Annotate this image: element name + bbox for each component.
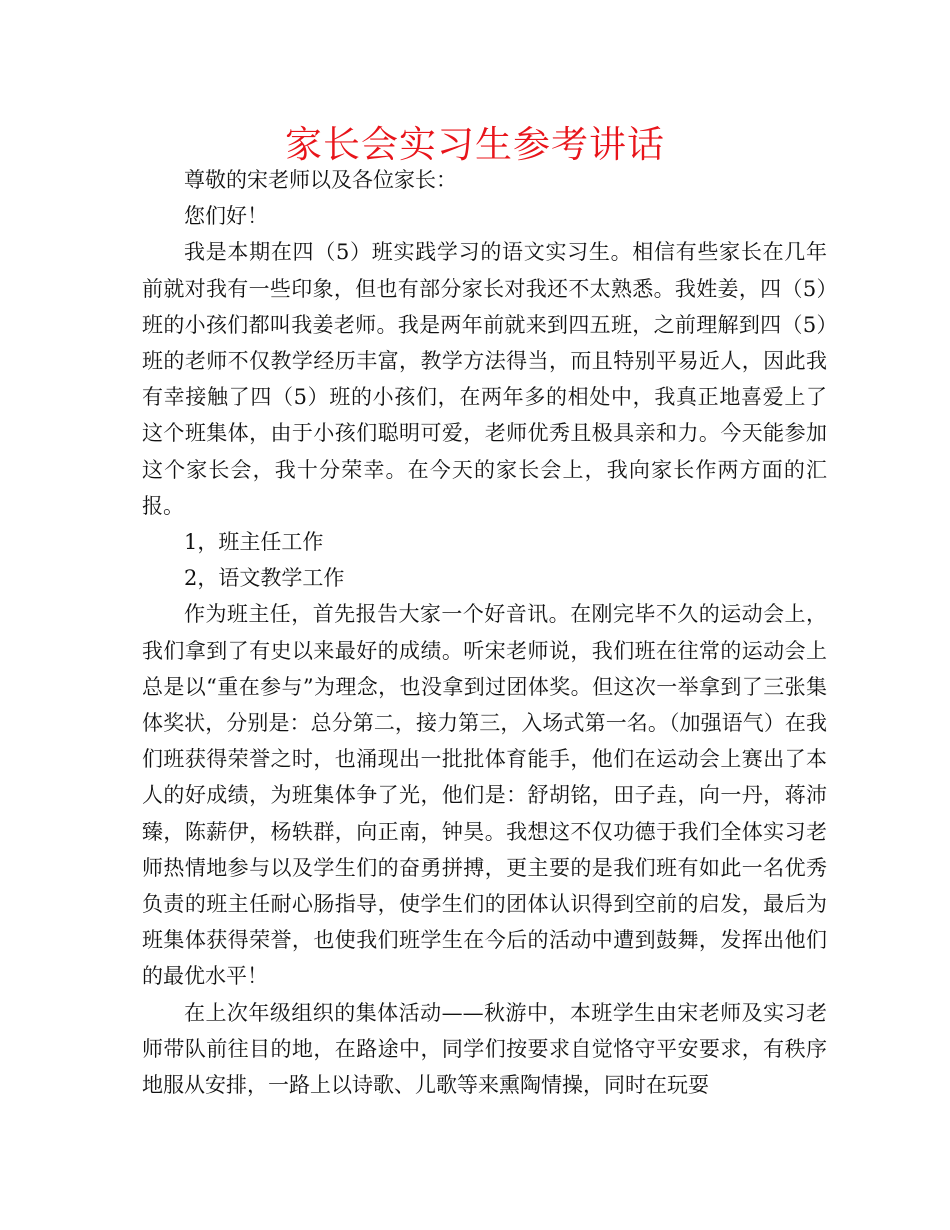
salutation: 尊敬的宋老师以及各位家长：: [184, 168, 457, 192]
list-item-class-work: 1，班主任工作: [184, 530, 324, 555]
paragraph-introduction: 我是本期在四（5）班实践学习的语文实习生。相信有些家长在几年前就对我有一些印象，但也有部分家长对我还不太熟悉。我姓姜，四（5）班的小孩们都叫我姜老师。我是两年前就来到四五班，之前理解到四（5）班的老师不仅教学经历丰富，教学方法得当，而且特别平易近人，因此我有幸接触了四（5）班的小孩们，在两年多的相处中，我真正地喜爱上了这个班集体，由于小孩们聪明可爱，老师优秀且极具亲和力。今天能参加这个家长会，我十分荣幸。在今天的家长会上，我向家长作两方面的汇报。: [142, 240, 827, 518]
list-item-teaching-work: 2，语文教学工作: [184, 566, 345, 591]
document-body: [142, 162, 827, 1103]
greeting: 您们好！: [184, 204, 268, 229]
paragraph-sports-meet: 作为班主任，首先报告大家一个好音讯。在刚完毕不久的运动会上，我们拿到了有史以来最好的成绩。听宋老师说，我们班在往常的运动会上总是以“重在参与”为理念，也没拿到过团体奖。但这次一举拿到了三张集体奖状，分别是：总分第二，接力第三，入场式第一名。（加强语气）在我们班获得荣誉之时，也涌现出一批批体育能手，他们在运动会上赛出了本人的好成绩，为班集体争了光，他们是：舒胡铭，田子垚，向一丹，蒋沛臻，陈薪伊，杨轶群，向正南，钟昊。我想这不仅功德于我们全体实习老师热情地参与以及学生们的奋勇拼搏，更主要的是我们班有如此一名优秀负责的班主任耐心肠指导，使学生们的团体认识得到空前的启发，最后为班集体获得荣誉，也使我们班学生在今后的活动中遭到鼓舞，发挥出他们的最优水平！: [142, 602, 827, 989]
document-title: 家长会实习生参考讲话: [285, 123, 665, 166]
paragraph-autumn-trip: 在上次年级组织的集体活动——秋游中，本班学生由宋老师及实习老师带队前往目的地，在路途中，同学们按要求自觉恪守平安要求，有秩序地服从安排，一路上以诗歌、儿歌等来熏陶情操，同时在玩耍: [142, 1000, 827, 1098]
